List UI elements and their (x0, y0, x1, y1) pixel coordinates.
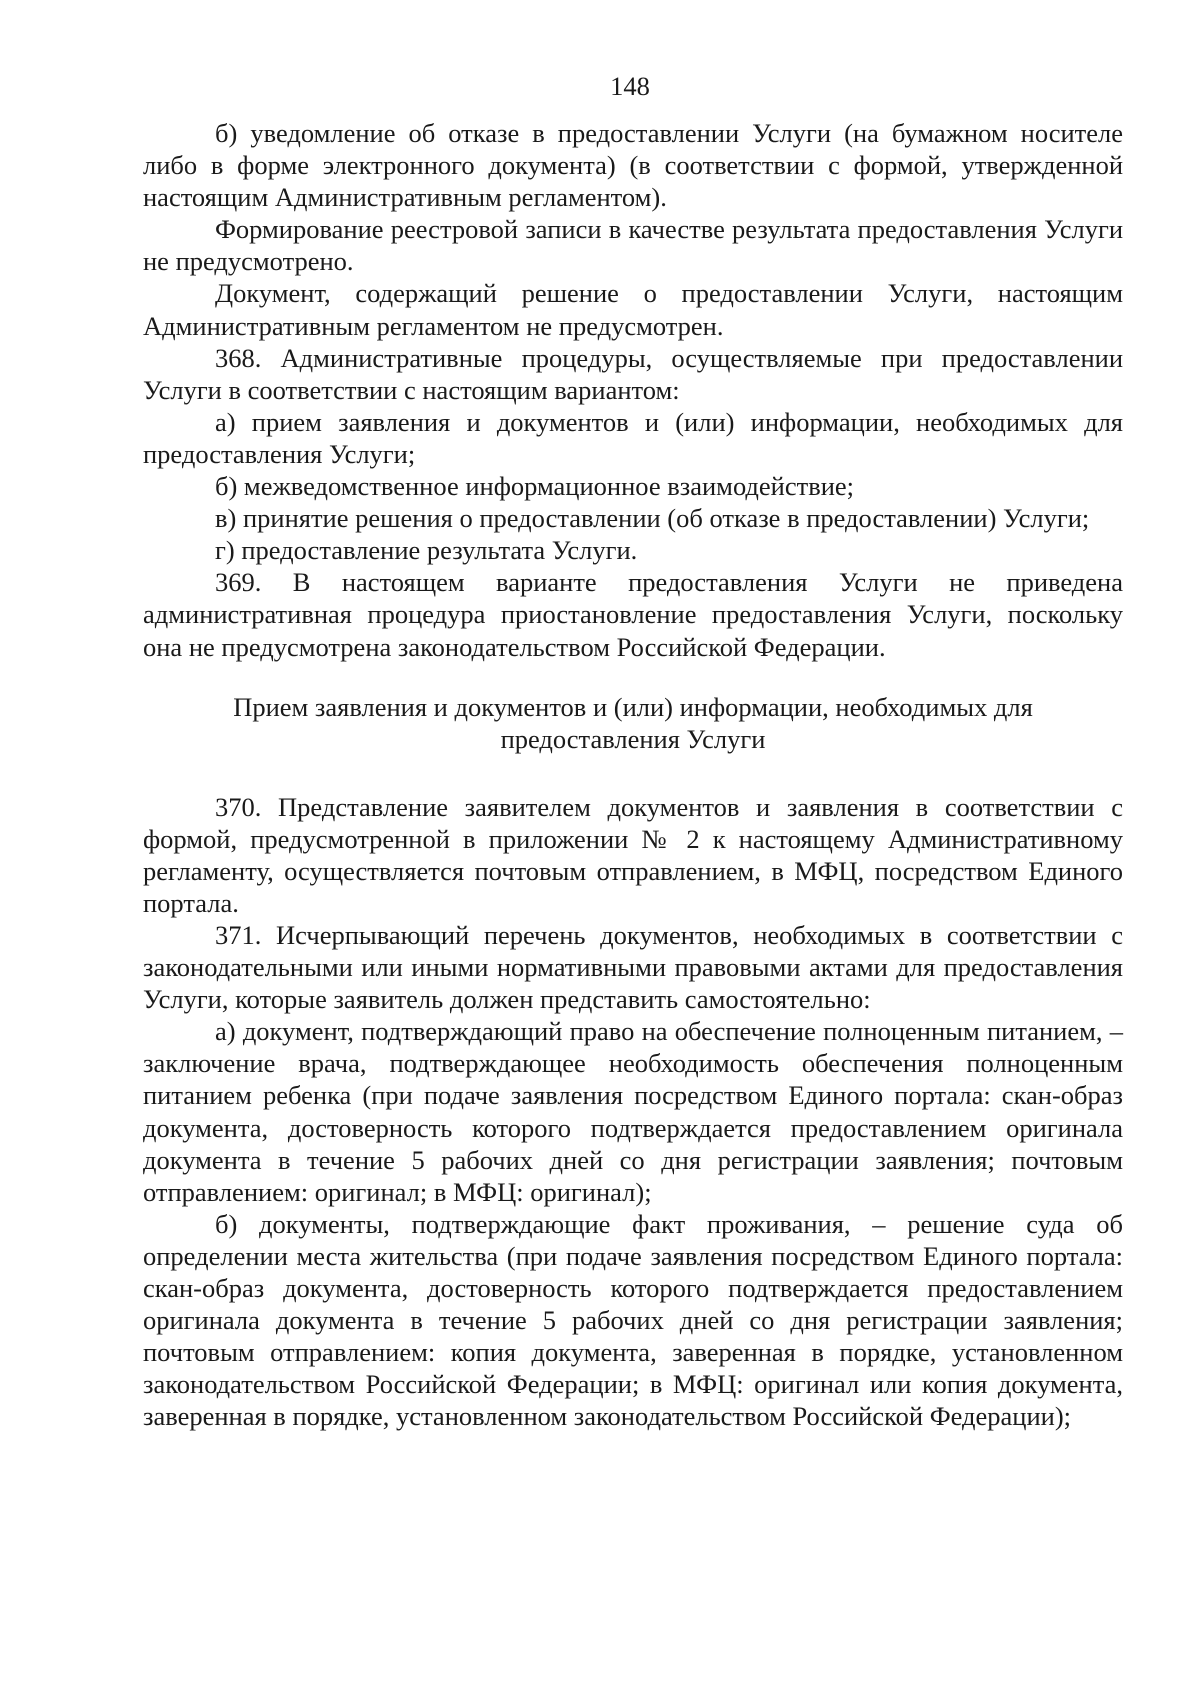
paragraph-369: 369. В настоящем варианте предоставления Услуги не приведена административная процедура приостановление предоставления Услуги, поскольку она не предусмотрена законодательством Российской Федерации. (143, 567, 1123, 662)
document-body (143, 117, 1123, 1432)
section-heading-line-2: предоставления Услуги (500, 723, 766, 754)
paragraph-370: 370. Представление заявителем документов и заявления в соответствии с формой, предусмотренной в приложении № 2 к настоящему Административному регламенту, осуществляется почтовым отправлением, в МФЦ, посредством Единого портала. (143, 791, 1123, 918)
list-item-c-decision-making: в) принятие решения о предоставлении (об отказе в предоставлении) Услуги; (215, 503, 1090, 534)
paragraph-371: 371. Исчерпывающий перечень документов, необходимых в соответствии с законодательными или иными нормативными правовыми актами для предоставления Услуги, которые заявитель должен представить самостоятельно: (143, 919, 1123, 1015)
list-item-a-medical-conclusion: а) документ, подтверждающий право на обеспечение полноценным питанием, – заключение врача, подтверждающее необходимость обеспечения полноценным питанием ребенка (при подаче заявления посредством Единого портала: скан-образ документа, достоверность которого подтверждается предоставлением оригинала документа в течение 5 рабочих дней со дня регистрации заявления; почтовым отправлением: оригинал; в МФЦ: оригинал); (143, 1016, 1123, 1207)
paragraph-result-refusal-notice: б) уведомление об отказе в предоставлении Услуги (на бумажном носителе либо в форме электронного документа) (в соответствии с формой, утвержденной настоящим Административным регламентом). (143, 118, 1123, 213)
list-item-b-residence-documents: б) документы, подтверждающие факт проживания, – решение суда об определении места жительства (при подаче заявления посредством Единого портала: скан-образ документа, достоверность которого подтверждается предоставлением оригинала документа в течение 5 рабочих дней со дня регистрации заявления; почтовым отправлением: копия документа, заверенная в порядке, установленном законодательством Российской Федерации; в МФЦ: оригинал или копия документа, заверенная в порядке, установленном законодательством Российской Федерации); (143, 1208, 1123, 1432)
page-number: 148 (610, 71, 650, 101)
paragraph-decision-document: Документ, содержащий решение о предоставлении Услуги, настоящим Административным регламентом не предусмотрен. (143, 278, 1123, 341)
list-item-d-result-provision: г) предоставление результата Услуги. (215, 535, 638, 566)
list-item-b-interagency-interaction: б) межведомственное информационное взаимодействие; (215, 471, 855, 502)
paragraph-368: 368. Административные процедуры, осуществляемые при предоставлении Услуги в соответствии с настоящим вариантом: (143, 342, 1123, 405)
paragraph-registry-record: Формирование реестровой записи в качестве результата предоставления Услуги не предусмотрено. (143, 214, 1123, 277)
section-heading-line-1: Прием заявления и документов и (или) информации, необходимых для (233, 691, 1033, 722)
section-heading (143, 691, 1123, 755)
list-item-a-application-reception: а) прием заявления и документов и (или) информации, необходимых для предоставления Услуги; (143, 406, 1123, 469)
